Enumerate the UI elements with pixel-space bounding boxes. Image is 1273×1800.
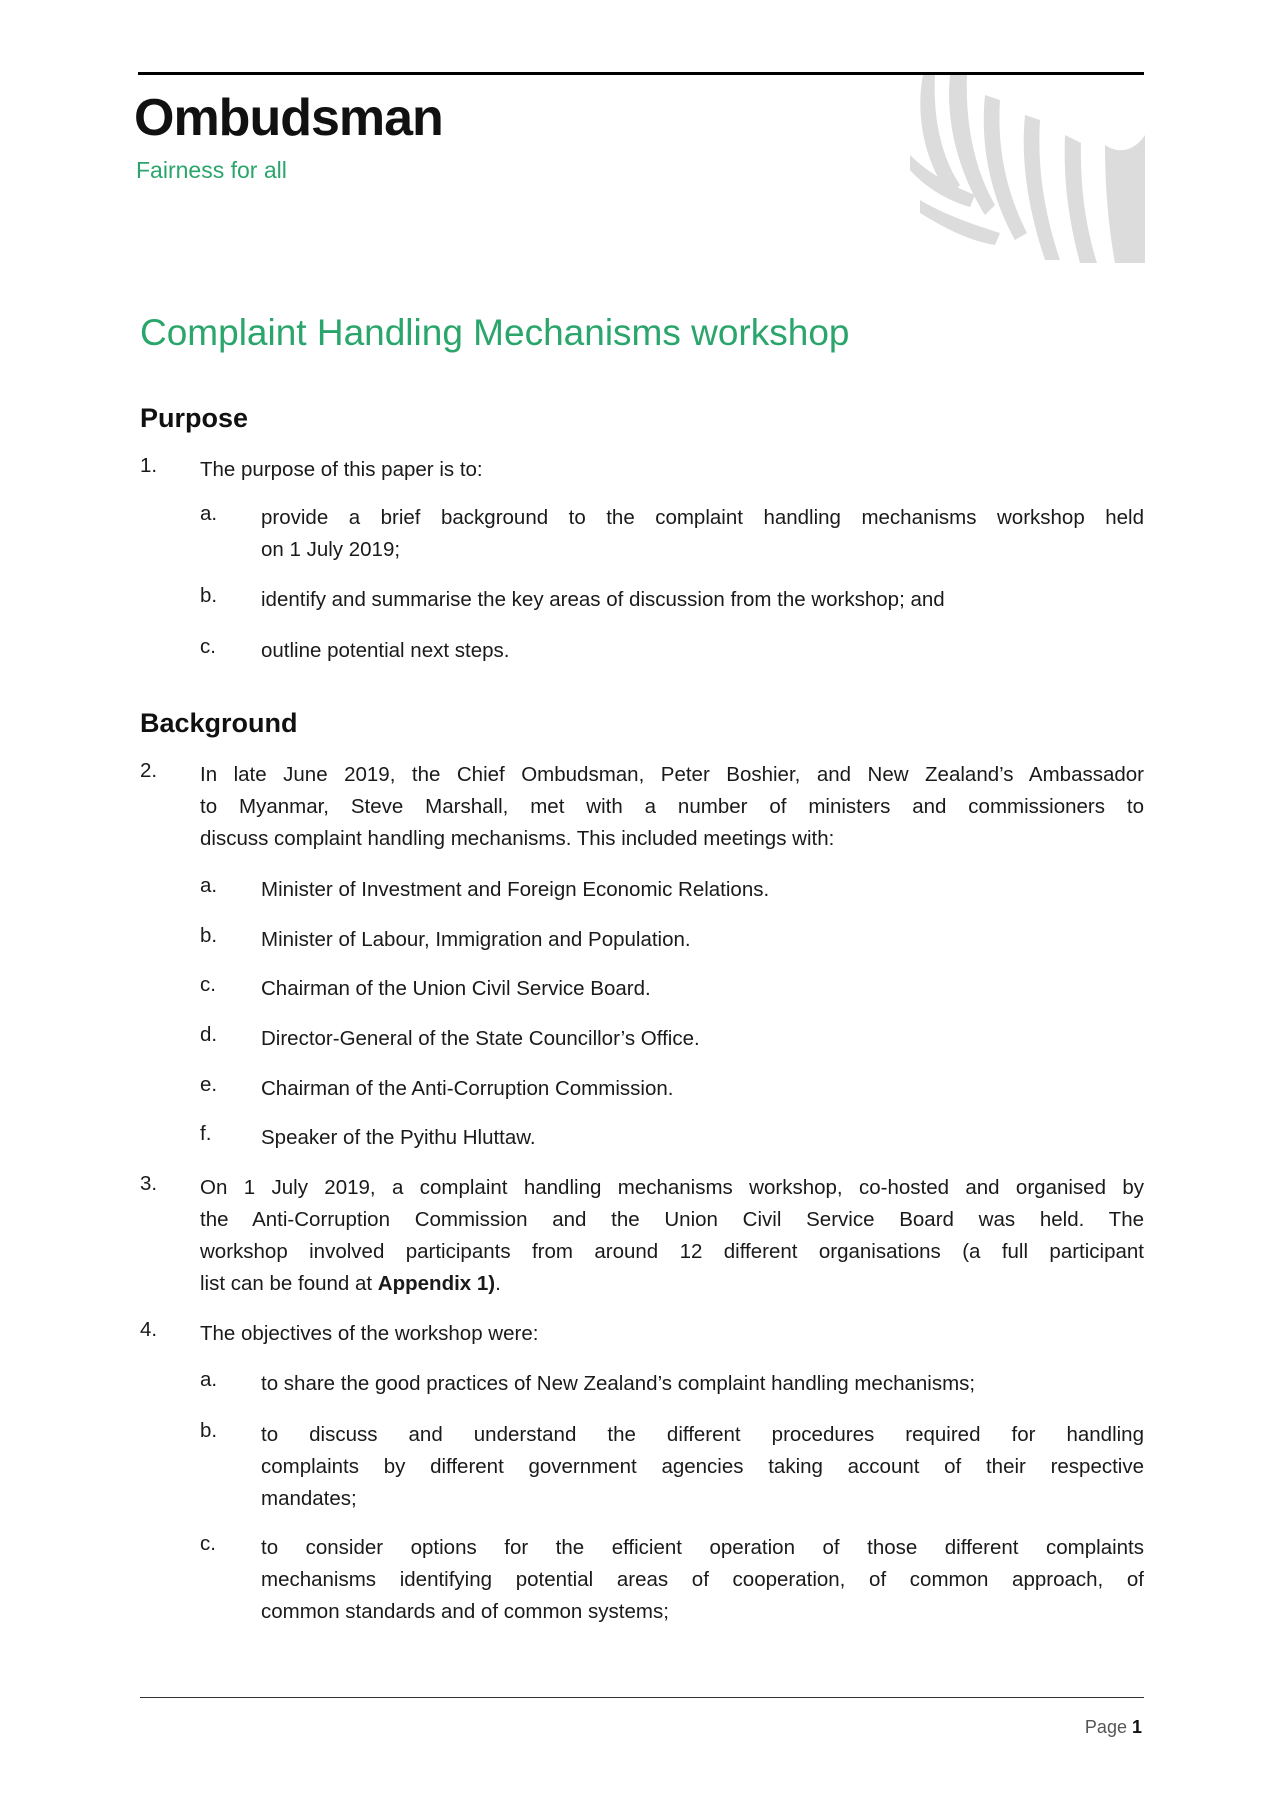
list-label: a.: [200, 502, 218, 525]
list-item: [200, 874, 1144, 906]
list-label: e.: [200, 1073, 218, 1096]
text-line: discuss complaint handling mechanisms. This included meetings with:: [200, 827, 835, 850]
list-label: b.: [200, 924, 218, 947]
list-item: [200, 584, 1144, 616]
paragraph-4: [140, 1318, 1144, 1350]
list-label: d.: [200, 1023, 218, 1046]
heading-purpose: Purpose: [140, 403, 249, 433]
list-item: [200, 1122, 1144, 1154]
list-label: c.: [200, 635, 216, 658]
text-line: In late June 2019, the Chief Ombudsman, Peter Boshier, and New Zealand’s Ambassador: [200, 763, 1144, 786]
page-label: Page: [1084, 1717, 1127, 1737]
text-line: provide a brief background to the complaint handling mechanisms workshop held: [261, 506, 1144, 529]
text-line: to consider options for the efficient operation of those different complaints: [261, 1536, 1144, 1559]
list-item: [200, 1532, 1144, 1628]
list-label: a.: [200, 1368, 218, 1391]
list-item: [200, 502, 1144, 566]
list-item: [200, 635, 1144, 667]
list-item: [200, 1419, 1144, 1515]
page-number: [1085, 1717, 1142, 1738]
list-label: b.: [200, 584, 218, 607]
text-line: The purpose of this paper is to:: [200, 458, 483, 481]
text-line: to discuss and understand the different procedures required for handling: [261, 1423, 1144, 1446]
text-line: the Anti-Corruption Commission and the Union Civil Service Board was held. The: [200, 1208, 1144, 1231]
text-line: Minister of Investment and Foreign Economic Relations.: [261, 878, 770, 901]
text-line: complaints by different government agencies taking account of their respective: [261, 1455, 1144, 1478]
text-line: Director-General of the State Councillor’s Office.: [261, 1027, 700, 1050]
paragraph-number: 4.: [140, 1318, 158, 1341]
list-item: [200, 973, 1144, 1005]
tagline: Fairness for all: [136, 157, 287, 183]
text-line: Minister of Labour, Immigration and Population.: [261, 928, 691, 951]
text-segment: list can be found at: [200, 1272, 378, 1295]
list-label: f.: [200, 1122, 212, 1145]
text-line: to Myanmar, Steve Marshall, met with a number of ministers and commissioners to: [200, 795, 1144, 818]
paragraph-3: [140, 1172, 1144, 1300]
text-line: on 1 July 2019;: [261, 538, 401, 561]
paragraph-2: [140, 759, 1144, 855]
footer-rule: [140, 1697, 1144, 1698]
text-line: The objectives of the workshop were:: [200, 1322, 539, 1345]
paragraph-number: 3.: [140, 1172, 158, 1195]
list-label: c.: [200, 1532, 216, 1555]
list-label: b.: [200, 1419, 218, 1442]
text-line: Chairman of the Anti-Corruption Commission.: [261, 1077, 674, 1100]
text-line: common standards and of common systems;: [261, 1600, 669, 1623]
list-item: [200, 1073, 1144, 1105]
fern-leaf-icon: [905, 75, 1145, 263]
paragraph-1: [140, 454, 1144, 486]
list-item: [200, 1023, 1144, 1055]
document-title: Complaint Handling Mechanisms workshop: [140, 312, 850, 353]
text-segment: .: [495, 1272, 501, 1295]
text-line: workshop involved participants from around 12 different organisations (a full participant: [200, 1240, 1144, 1263]
list-label: c.: [200, 973, 216, 996]
text-line: [200, 1268, 1144, 1300]
ombudsman-logo: [134, 89, 443, 147]
text-line: mandates;: [261, 1487, 357, 1510]
list-label: a.: [200, 874, 218, 897]
appendix-reference: Appendix 1): [377, 1272, 496, 1295]
heading-background: Background: [140, 708, 298, 738]
text-line: mechanisms identifying potential areas of cooperation, of common approach, of: [261, 1568, 1144, 1591]
list-item: [200, 1368, 1144, 1400]
paragraph-number: 1.: [140, 454, 158, 477]
logo-text: Ombudsman: [134, 89, 443, 147]
text-line: to share the good practices of New Zealand’s complaint handling mechanisms;: [261, 1372, 976, 1395]
text-line: On 1 July 2019, a complaint handling mechanisms workshop, co-hosted and organised by: [200, 1176, 1144, 1199]
page-number-value: 1: [1131, 1717, 1142, 1737]
paragraph-number: 2.: [140, 759, 158, 782]
text-line: Speaker of the Pyithu Hluttaw.: [261, 1126, 536, 1149]
list-item: [200, 924, 1144, 956]
text-line: outline potential next steps.: [261, 639, 510, 662]
text-line: identify and summarise the key areas of discussion from the workshop; and: [261, 588, 945, 611]
text-line: Chairman of the Union Civil Service Board.: [261, 977, 651, 1000]
